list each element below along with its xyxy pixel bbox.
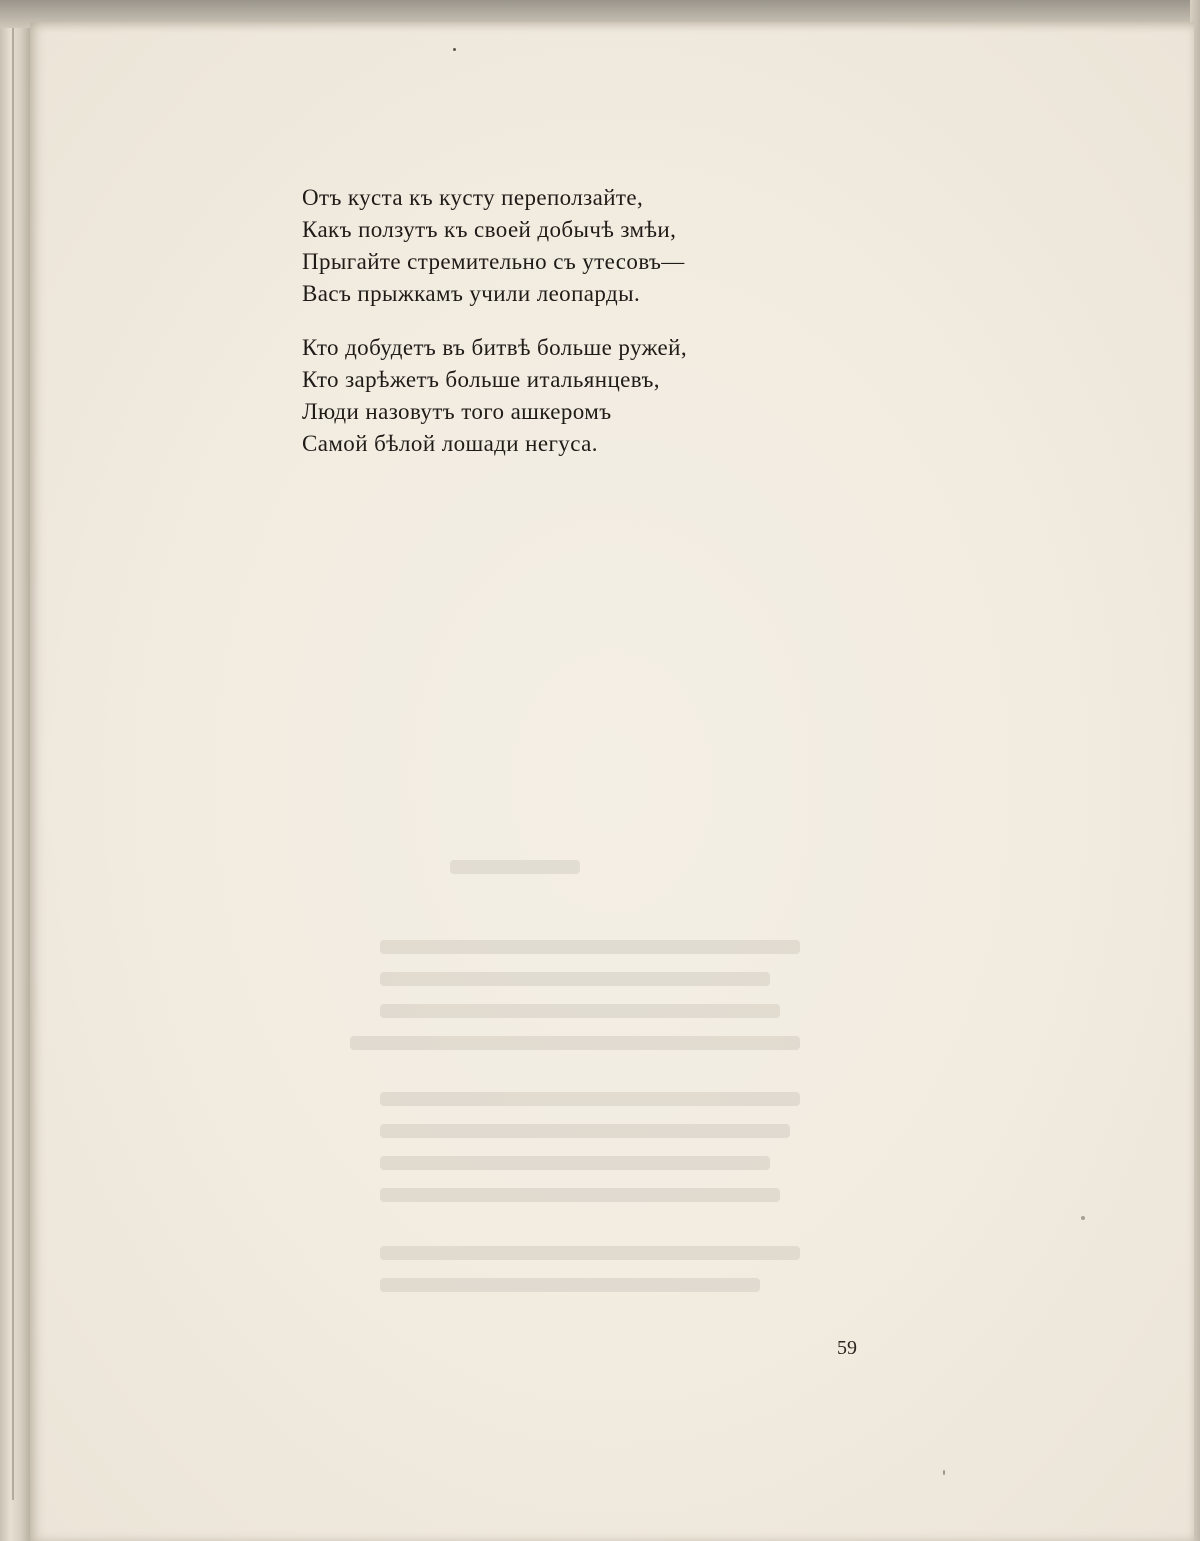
poem-line: Прыгайте стремительно съ утесовъ— [302,249,685,274]
poem-line: Кто зарѣжетъ больше итальянцевъ, [302,367,660,392]
paper-speck [453,48,456,51]
poem-text [302,182,922,482]
stanza [302,182,922,310]
poem-line: Васъ прыжкамъ учили леопарды. [302,281,641,306]
reverse-side-show-through [340,860,810,1290]
book-spine [0,0,30,1541]
poem-line: Люди назовутъ того ашкеромъ [302,399,612,424]
paper-speck [943,1470,945,1475]
poem-line: Самой бѣлой лошади негуса. [302,431,598,456]
poem-line: Какъ ползутъ къ своей добычѣ змѣи, [302,217,677,242]
binding-crease [12,20,14,1500]
page-number: 59 [837,1337,857,1359]
poem-line: Отъ куста къ кусту переползайте, [302,185,644,210]
stanza [302,332,922,460]
paper-speck [1081,1216,1085,1220]
poem-line: Кто добудетъ въ битвѣ больше ружей, [302,335,688,360]
